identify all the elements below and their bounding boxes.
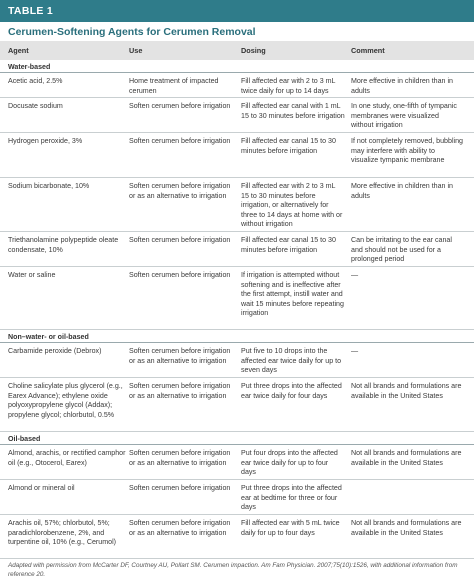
comment-cell: Not all brands and formulations are available in the United States	[351, 449, 462, 467]
use-cell: Soften cerumen before irrigation	[129, 236, 231, 244]
agent-cell: Almond or mineral oil	[8, 484, 75, 492]
use-cell: Soften cerumen before irrigation or as an alternative to irrigation	[129, 182, 231, 200]
table-row	[0, 98, 474, 133]
agent-cell: Carbamide peroxide (Debrox)	[8, 347, 102, 355]
dosing-cell: Put four drops into the affected ear twice daily for up to four days	[241, 449, 338, 477]
use-cell: Soften cerumen before irrigation	[129, 102, 231, 110]
agent-cell: Water or saline	[8, 271, 56, 279]
agent-cell: Hydrogen peroxide, 3%	[8, 137, 83, 145]
column-header-dosing: Dosing	[241, 46, 266, 55]
table-row	[0, 267, 474, 330]
agent-cell: Acetic acid, 2.5%	[8, 77, 63, 85]
use-cell: Soften cerumen before irrigation	[129, 137, 231, 145]
agent-cell: Choline salicylate plus glycerol (e.g., Earex Advance); ethylene oxide polyoxypropylene glycol (Addax); propylene glycol; chlorbutol, 0.5%	[8, 382, 123, 419]
dosing-cell: Put five to 10 drops into the affected ear twice daily for up to seven days	[241, 347, 342, 375]
dosing-cell: Fill affected ear canal 15 to 30 minutes before irrigation	[241, 137, 336, 155]
agent-cell: Arachis oil, 57%; chlorbutol, 5%; paradichlorobenzene, 2%, and turpentine oil, 10% (e.g., Cerumol)	[8, 519, 117, 547]
table-row	[0, 515, 474, 559]
dosing-cell: Put three drops into the affected ear at bedtime for three or four days	[241, 484, 342, 512]
dosing-cell: Put three drops into the affected ear twice daily for four days	[241, 382, 342, 400]
use-cell: Soften cerumen before irrigation or as an alternative to irrigation	[129, 347, 231, 365]
table-row	[0, 378, 474, 432]
section-header-oil-based: Oil-based	[0, 432, 474, 445]
section-header-water-based: Water-based	[0, 60, 474, 73]
dosing-cell: Fill affected ear with 5 mL twice daily for up to four days	[241, 519, 340, 537]
column-header-comment: Comment	[351, 46, 385, 55]
table-row	[0, 343, 474, 378]
use-cell: Soften cerumen before irrigation	[129, 271, 231, 279]
dosing-cell: If irrigation is attempted without softening and is ineffective after the first attempt, instill water and wait 15 minutes before repeating irrigation	[241, 271, 344, 318]
use-cell: Soften cerumen before irrigation or as an alternative to irrigation	[129, 519, 231, 537]
comment-cell: Not all brands and formulations are available in the United States	[351, 519, 462, 537]
table-row	[0, 232, 474, 267]
use-cell: Home treatment of impacted cerumen	[129, 77, 219, 95]
dosing-cell: Fill affected ear canal with 1 mL 15 to 30 minutes before irrigation	[241, 102, 345, 120]
column-header-row	[0, 41, 474, 60]
table-row	[0, 445, 474, 480]
column-header-agent: Agent	[8, 46, 29, 55]
agent-cell: Triethanolamine polypeptide oleate condensate, 10%	[8, 236, 119, 254]
table-row	[0, 73, 474, 98]
use-cell: Soften cerumen before irrigation or as an alternative to irrigation	[129, 449, 231, 467]
agent-cell: Almond, arachis, or rectified camphor oil (e.g., Otocerol, Earex)	[8, 449, 126, 467]
comment-cell: In one study, one-fifth of tympanic membranes were visualized without irrigation	[351, 102, 457, 130]
footnote: Adapted with permission from McCarter DF, Courtney AU, Pollart SM. Cerumen impaction. Am Fam Physician. 2007;75(10):1526, with additional information from reference 20.	[8, 562, 458, 578]
comment-cell: —	[351, 347, 359, 355]
column-header-use: Use	[129, 46, 143, 55]
comment-cell: More effective in children than in adults	[351, 182, 453, 200]
dosing-cell: Fill affected ear with 2 to 3 mL twice daily for up to 14 days	[241, 77, 336, 95]
use-cell: Soften cerumen before irrigation or as an alternative to irrigation	[129, 382, 231, 400]
agent-cell: Docusate sodium	[8, 102, 63, 110]
comment-cell: More effective in children than in adults	[351, 77, 453, 95]
comment-cell: Not all brands and formulations are available in the United States	[351, 382, 462, 400]
table-title: Cerumen-Softening Agents for Cerumen Removal	[8, 26, 256, 38]
comment-cell: If not completely removed, bubbling may interfere with ability to visualize tympanic membrane	[351, 137, 463, 165]
table-row	[0, 178, 474, 232]
comment-cell: Can be irritating to the ear canal and should not be used for a prolonged period	[351, 236, 452, 264]
dosing-cell: Fill affected ear canal 15 to 30 minutes before irrigation	[241, 236, 336, 254]
table-label: TABLE 1	[0, 0, 474, 22]
comment-cell: —	[351, 271, 359, 279]
section-header-non-water-or-oil-based: Non–water- or oil-based	[0, 330, 474, 343]
table-row	[0, 480, 474, 515]
dosing-cell: Fill affected ear with 2 to 3 mL 15 to 30 minutes before irrigation, or alternatively for three to 14 days at home with or without irrigation	[241, 182, 343, 229]
agent-cell: Sodium bicarbonate, 10%	[8, 182, 90, 190]
table-row	[0, 133, 474, 178]
use-cell: Soften cerumen before irrigation	[129, 484, 231, 492]
